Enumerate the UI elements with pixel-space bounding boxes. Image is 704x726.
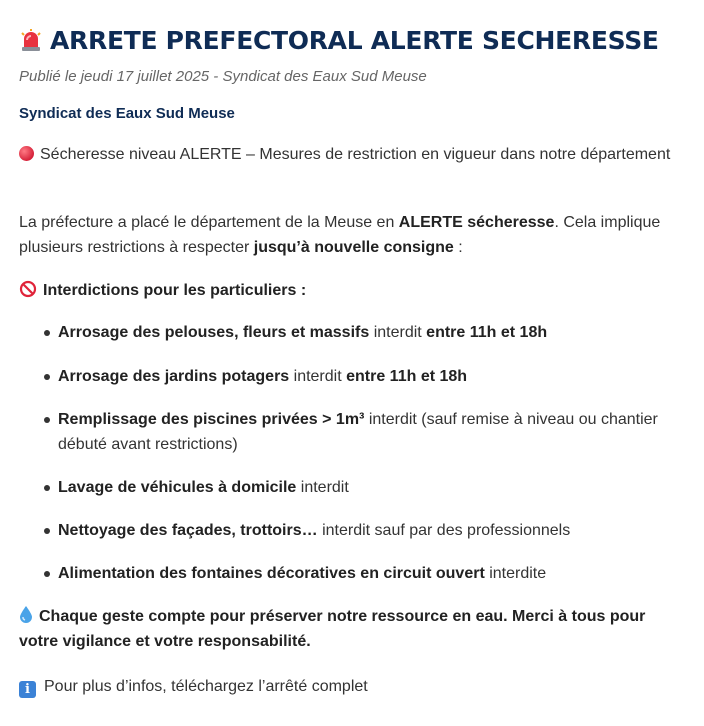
item-bold: Arrosage des jardins potagers [58,368,290,385]
item-text: interdit [369,324,427,341]
item-text: interdit (sauf remise à niveau ou chantier débuté avant restrictions) [58,411,658,453]
red-circle-icon [19,146,34,161]
information-icon: i [19,681,36,698]
rotating-light-icon [20,28,42,52]
info-line [19,674,368,699]
alert-line-text: Sécheresse niveau ALERTE – Mesures de restriction en vigueur dans notre département [40,146,671,163]
list-item [58,475,683,500]
item-text: interdit [289,368,347,385]
water-drop-icon [19,605,33,623]
item-bold: Nettoyage des façades, trottoirs… [58,522,318,539]
publication-meta: Publié le jeudi 17 juillet 2025 - Syndicat des Eaux Sud Meuse [19,68,427,85]
list-item [58,407,683,457]
item-text: interdite [484,565,547,582]
intro-text-a: La préfecture a placé le département de la Meuse en [19,214,399,231]
list-item [58,364,683,389]
list-item [58,561,683,586]
item-text: interdit sauf par des professionnels [317,522,571,539]
item-bold: Remplissage des piscines privées > 1m³ [58,411,365,428]
intro-text-b: ALERTE sécheresse [398,214,555,231]
no-entry-icon [19,280,37,298]
list-item [58,518,683,543]
intro-paragraph [19,210,679,260]
alert-line [19,142,679,167]
intro-text-e: : [453,239,463,256]
restrictions-heading [19,278,306,303]
intro-text-d: jusqu’à nouvelle consigne [253,239,454,256]
item-text: interdit [296,479,349,496]
info-text[interactable]: Pour plus d’infos, téléchargez l’arrêté complet [44,678,368,695]
closing-text: Chaque geste compte pour préserver notre ressource en eau. Merci à tous pour votre vigilance et votre responsabilité. [19,608,646,650]
item-bold: Alimentation des fontaines décoratives en circuit ouvert [58,565,485,582]
title-text: ARRETE PREFECTORAL ALERTE SECHERESSE [50,26,659,55]
intro-text-c: . Cela implique plusieurs restrictions à respecter [19,214,661,256]
item-bold-2: entre 11h et 18h [346,368,468,385]
page-title [20,26,659,55]
restrictions-heading-text: Interdictions pour les particuliers : [43,282,307,299]
organization-name: Syndicat des Eaux Sud Meuse [19,105,235,122]
item-bold-2: entre 11h et 18h [426,324,548,341]
closing-message [19,604,679,654]
list-item [58,320,683,345]
item-bold: Arrosage des pelouses, fleurs et massifs [58,324,370,341]
item-bold: Lavage de véhicules à domicile [58,479,297,496]
